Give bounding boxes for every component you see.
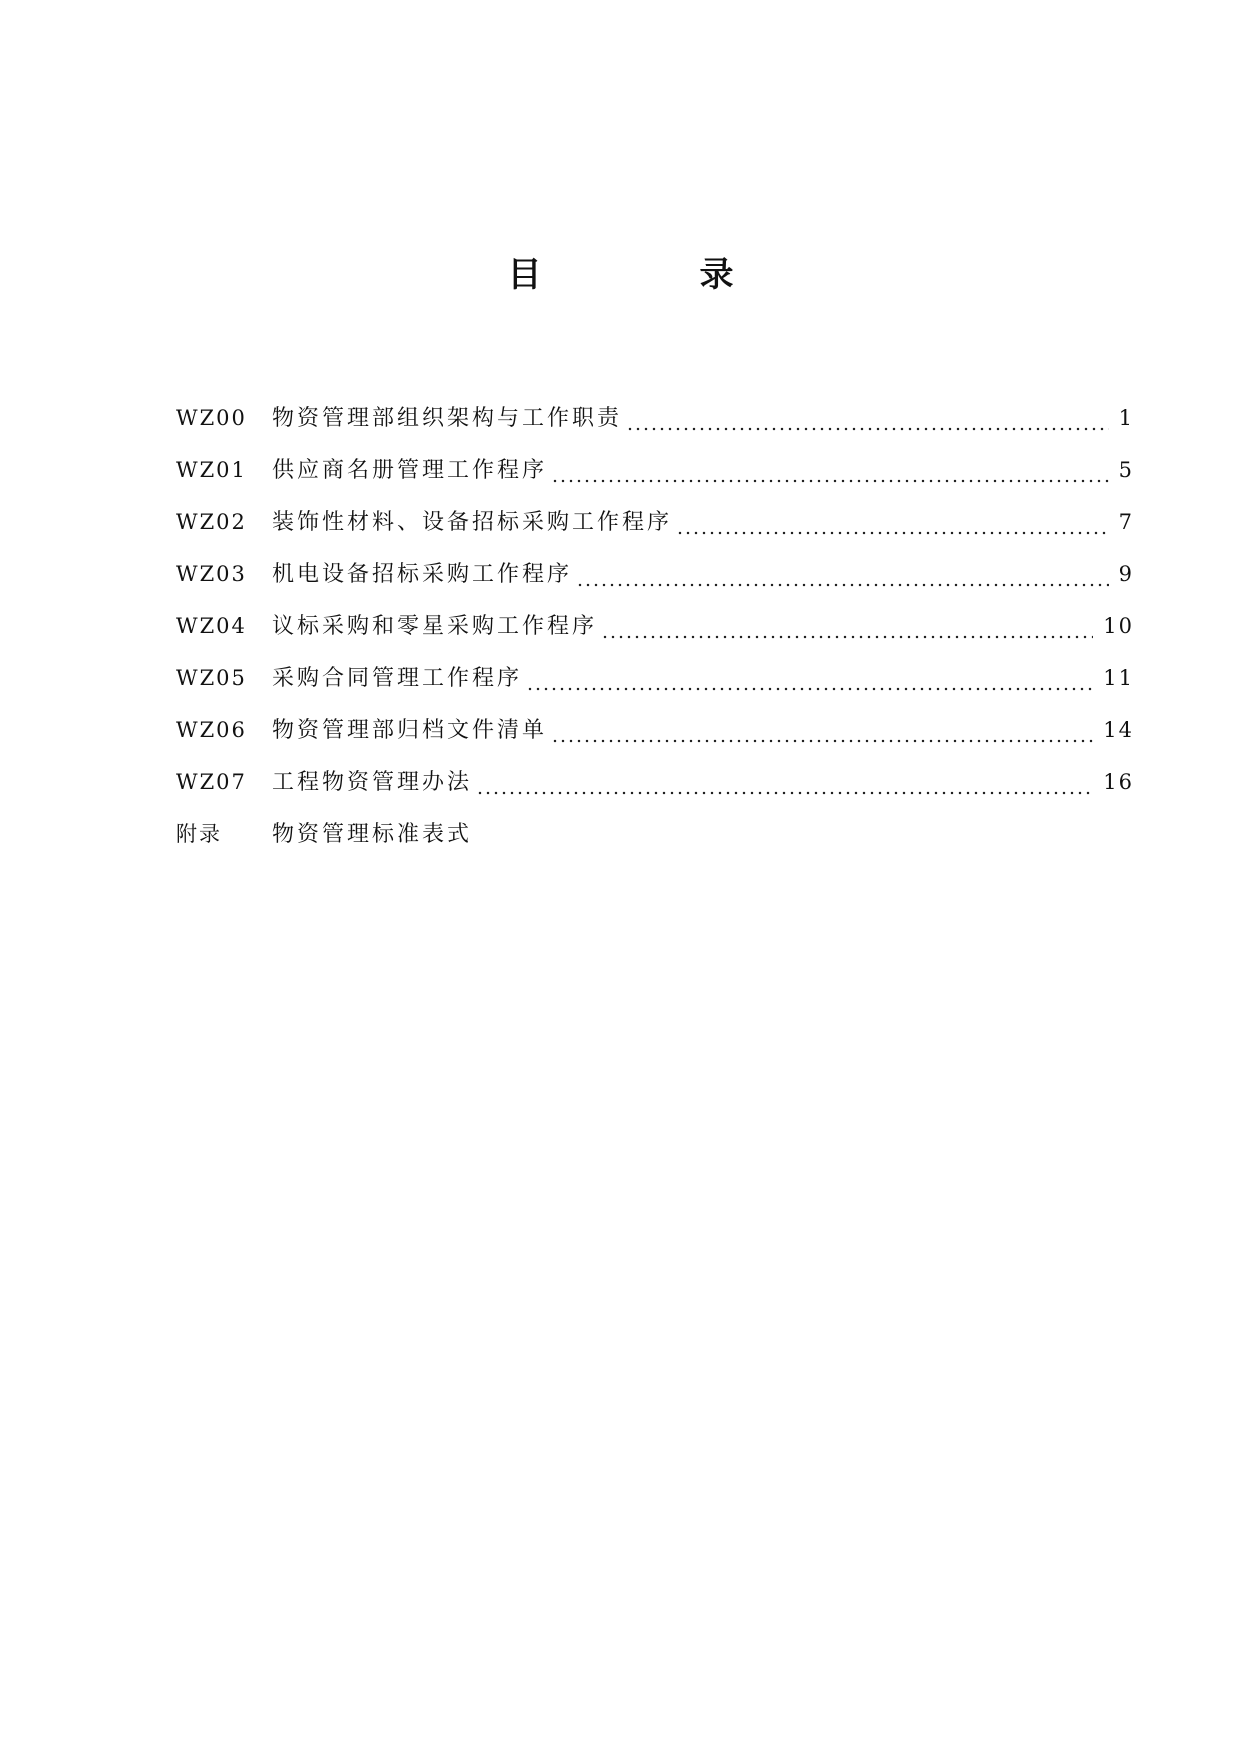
toc-entry-title: 装饰性材料、设备招标采购工作程序	[272, 510, 673, 535]
toc-entry-page: 9	[1118, 562, 1134, 586]
toc-entry[interactable]	[176, 502, 1134, 554]
toc-entry[interactable]	[176, 762, 1134, 814]
toc-entry-code: WZ04	[176, 614, 247, 638]
toc-entry-code: WZ06	[176, 718, 247, 742]
toc-leader-dots	[576, 578, 1109, 592]
toc-leader-dots	[526, 682, 1093, 696]
toc-entry-code: WZ00	[176, 406, 247, 430]
toc-entry-code: WZ02	[176, 510, 247, 534]
toc-entry-title: 机电设备招标采购工作程序	[272, 562, 573, 587]
toc-entry-page: 14	[1103, 718, 1134, 742]
toc-entry[interactable]	[176, 554, 1134, 606]
toc-leader-dots	[551, 474, 1109, 488]
toc-entry-code: WZ01	[176, 458, 247, 482]
toc-entry-page: 16	[1103, 770, 1134, 794]
toc-entry[interactable]	[176, 710, 1134, 762]
toc-appendix-title: 物资管理标准表式	[272, 822, 473, 847]
toc-entry-code: WZ07	[176, 770, 247, 794]
table-of-contents	[176, 398, 1134, 866]
toc-entry-code: WZ05	[176, 666, 247, 690]
toc-entry-page: 10	[1103, 614, 1134, 638]
page-title: 目 录	[507, 255, 796, 295]
toc-leader-dots	[601, 630, 1093, 644]
toc-appendix-code: 附录	[176, 822, 222, 846]
toc-entry[interactable]	[176, 606, 1134, 658]
toc-entry-page: 5	[1118, 458, 1134, 482]
toc-entry-page: 11	[1103, 666, 1134, 690]
toc-entry-title: 供应商名册管理工作程序	[272, 458, 548, 483]
toc-entry-title: 物资管理部归档文件清单	[272, 718, 548, 743]
toc-leader-dots	[626, 422, 1109, 436]
toc-entry-page: 7	[1118, 510, 1134, 534]
toc-entry-title: 工程物资管理办法	[272, 770, 473, 795]
toc-appendix-entry[interactable]	[176, 814, 1134, 866]
toc-entry[interactable]	[176, 398, 1134, 450]
toc-entry-title: 议标采购和零星采购工作程序	[272, 614, 598, 639]
toc-leader-dots	[551, 734, 1093, 748]
toc-entry-title: 物资管理部组织架构与工作职责	[272, 406, 623, 431]
toc-leader-dots	[476, 786, 1093, 800]
toc-entry-title: 采购合同管理工作程序	[272, 666, 523, 691]
toc-entry-page: 1	[1118, 406, 1134, 430]
toc-entry[interactable]	[176, 658, 1134, 710]
toc-entry[interactable]	[176, 450, 1134, 502]
toc-leader-dots	[676, 526, 1109, 540]
toc-entry-code: WZ03	[176, 562, 247, 586]
